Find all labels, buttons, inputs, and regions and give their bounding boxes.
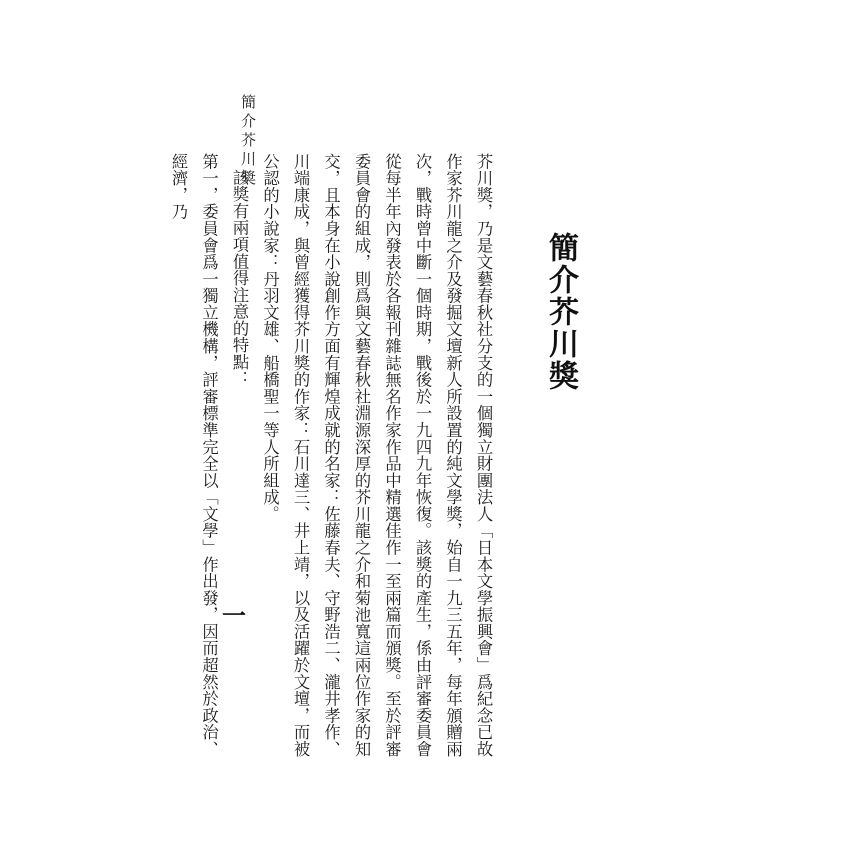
paragraph-intro: 芥川獎，乃是文藝春秋社分支的一個獨立財團法人「日本文學振興會」爲紀念已故作家芥川龍之介及發掘文壇新人所設置的純文學獎，始自一九三五年，每年頒贈兩次，戰時曾中斷一個時期，戰後於一九四九年恢復。該獎的產生，係由評審委員會從每半年內發表於各報刊雜誌無名作家作品中精選佳作一至兩篇而頒獎。至於評審委員會的組成，則爲與文藝春秋社淵源深厚的芥川龍之介和菊池寬這兩位作家的知交，且本身在小說創作方面有輝煌成就的名家：佐藤春夫、守野浩二、瀧井孝作、川端康成，與曾經獲得芥川獎的作家：石川達三、井上靖，以及活躍於文壇，而被公認的小說家：丹羽文雄、船橋聖一等人所組成。 [260, 153, 493, 758]
body-text [169, 153, 498, 773]
article-title: 簡介芥川獎 [543, 232, 578, 392]
paragraph-features-heading: 該獎有兩項值得注意的特點： [230, 169, 249, 388]
page-number: 一 [222, 601, 246, 630]
running-head: 簡介芥川獎 [239, 94, 257, 189]
paragraph-first-feature: 第一，委員會爲一獨立機構，評審標準完全以「文學」作出發，因而超然於政治、經濟，乃 [169, 153, 219, 758]
